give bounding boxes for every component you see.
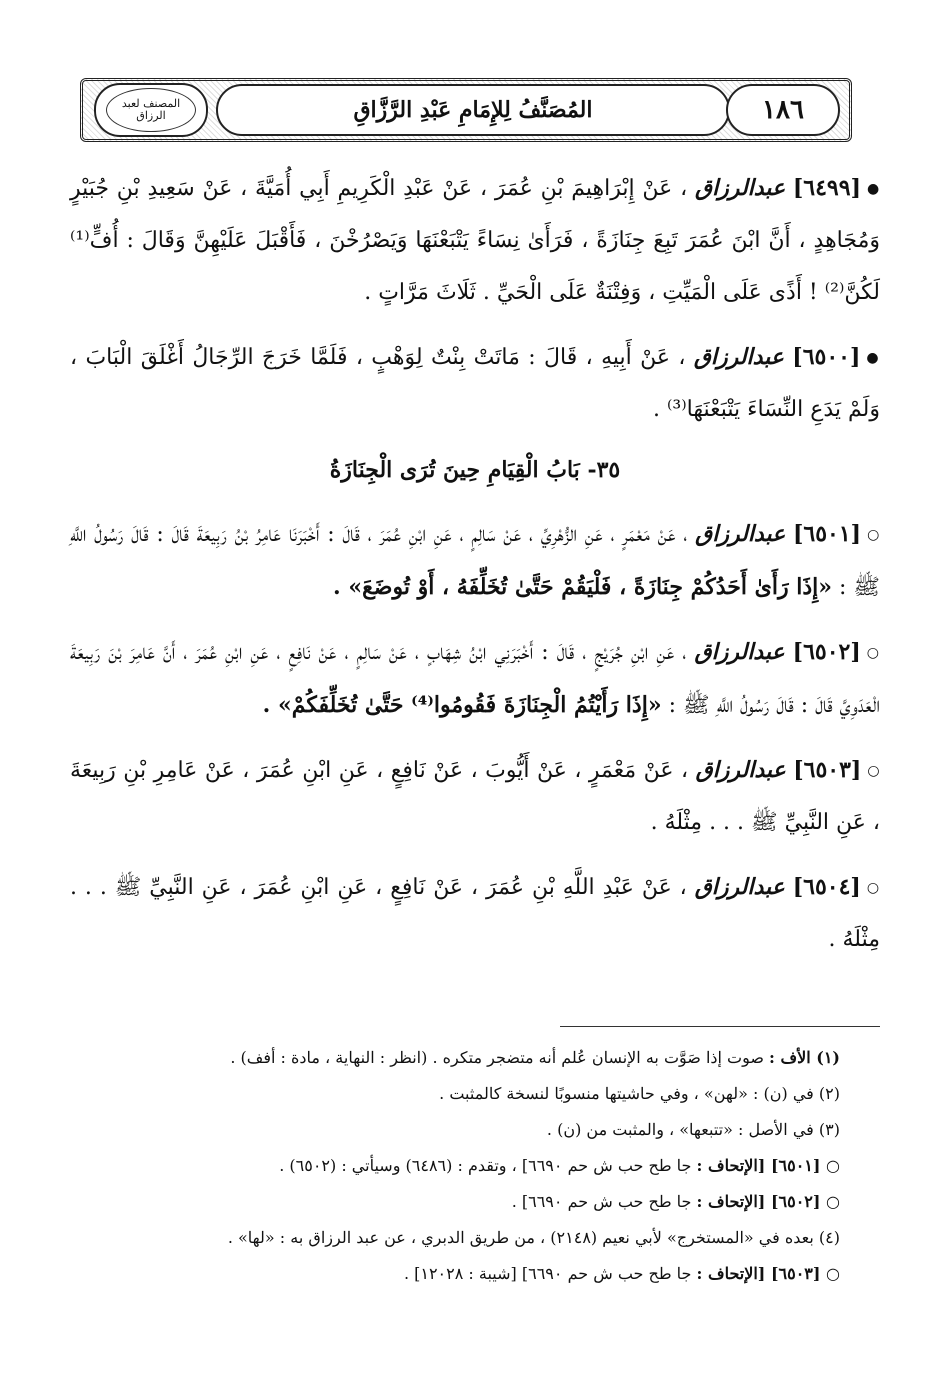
entry-text: ، عَنْ عَبْدِ اللَّهِ بْنِ عُمَرَ ، عَنْ نَافِعٍ ، عَنِ ابْنِ عُمَرَ ، عَنِ النَّبِيِّ ﷺ . . . مِثْلَهُ . <box>70 875 880 952</box>
filled-bullet-icon: ● <box>866 181 880 197</box>
filled-bullet-icon: ● <box>866 350 880 366</box>
hollow-bullet-icon: ○ <box>867 763 881 779</box>
footnotes <box>160 1040 840 1292</box>
entry-number: [٦٥٠٠] <box>792 344 861 370</box>
footnote-text: جا طح حب ش حم ٦٦٩٠] [شيبة : ١٢٠٢٨] . <box>403 1264 692 1283</box>
narrator-name: عبدالرزاق <box>695 175 786 201</box>
hollow-bullet-icon: ○ <box>867 527 881 543</box>
entry-text: ، عَنْ مَعْمَرٍ ، عَنْ أَيُّوبَ ، عَنْ نَافِعٍ ، عَنِ ابْنِ عُمَرَ ، عَنْ عَامِرِ بْنِ رَبِيعَةَ ، عَنِ النَّبِيِّ ﷺ . . . مِثْلَهُ . <box>70 758 880 835</box>
footnote-text: بعده في «المستخرج» لأبي نعيم (٢١٤٨) ، من طريق الدبري ، عن عبد الرزاق به : «لها» . <box>227 1228 814 1247</box>
footnote-lead: (٢) <box>818 1084 840 1103</box>
entry-number: [٦٤٩٩] <box>792 175 861 201</box>
footnote <box>160 1112 840 1148</box>
entry-number: [٦٥٠٣] <box>793 757 862 783</box>
hollow-bullet-icon: ○ <box>866 645 881 661</box>
entry-number: [٦٥٠٤] <box>792 874 861 900</box>
entry-text: ، عَنِ ابْنِ جُرَيْجٍ ، قَالَ : أَخْبَرَنِي ابْنُ شِهَابٍ ، عَنْ سَالِمٍ ، عَنْ نَافِعٍ ، عَنِ ابْنِ عُمَرَ ، أَنَّ عَامِرَ بْنَ رَبِيعَةَ الْعَدَوِيَّ قَالَ : قَالَ رَسُولُ اللَّهِ ﷺ : <box>70 640 880 718</box>
entry-number: [٦٥٠٢] <box>792 639 861 665</box>
hadith-entry <box>70 331 880 436</box>
main-text <box>70 162 880 978</box>
footnote-lead: (٣) <box>818 1120 840 1139</box>
seal-emblem <box>106 88 196 132</box>
footnote-text: جا طح حب ش حم ٦٦٩٠] ، وتقدم : (٦٤٨٦) وسيأتي : (٦٥٠٢) . <box>279 1156 692 1175</box>
hollow-bullet-icon: ○ <box>866 880 880 896</box>
footnote-text: في (ن) : «لهن» ، وفي حاشيتها منسوبًا لنسخة كالمثبت . <box>439 1084 814 1103</box>
footnote <box>160 1184 840 1220</box>
hadith-quote: «إِذَا رَأَيْتُمُ الْجِنَازَةَ فَقُومُوا⁽⁴⁾ حَتَّىٰ تُخَلِّفَكُمْ» . <box>262 692 662 718</box>
hadith-quote: «إِذَا رَأَىٰ أَحَدُكُمْ جِنَازَةً ، فَلْيَقُمْ حَتَّىٰ تُخَلِّفَهُ ، أَوْ تُوضَعَ» . <box>333 574 833 600</box>
footnote-divider <box>560 1026 880 1027</box>
narrator-name: عبدالرزاق <box>693 344 784 370</box>
seal-text: المصنف لعبد الرزاق <box>121 96 181 122</box>
hadith-entry <box>70 861 880 966</box>
entry-number: [٦٥٠١] <box>792 521 862 547</box>
footnote <box>160 1220 840 1256</box>
entry-text: ، عَنْ مَعْمَرٍ ، عَنِ الزُّهْرِيِّ ، عَنْ سَالِمٍ ، عَنِ ابْنِ عُمَرَ ، قَالَ : أَخْبَرَنَا عَامِرُ بْنُ رَبِيعَةَ قَالَ : قَالَ رَسُولُ اللَّهِ ﷺ : <box>70 522 880 600</box>
entry-text: ، عَنْ إِبْرَاهِيمَ بْنِ عُمَرَ ، عَنْ عَبْدِ الْكَرِيمِ أَبِي أُمَيَّةَ ، عَنْ سَعِيدِ بْنِ جُبَيْرٍ وَمُجَاهِدٍ ، أَنَّ ابْنَ عُمَرَ تَبِعَ جِنَازَةً ، فَرَأَىٰ نِسَاءً يَتْبَعْنَهَا وَيَصْرُخْنَ ، فَأَقْبَلَ عَلَيْهِنَّ وَقَالَ : أُفٍّ⁽¹⁾ لَكُنَّ⁽²⁾ ! أَذًى عَلَى الْمَيِّتِ ، وَفِتْنَةٌ عَلَى الْحَيِّ . ثَلَاثَ مَرَّاتٍ . <box>70 176 880 305</box>
chapter-heading: ٣٥- بَابُ الْقِيَامِ حِينَ تُرَى الْجِنَازَةُ <box>329 457 621 483</box>
narrator-name: عبدالرزاق <box>695 521 786 547</box>
narrator-name: عبدالرزاق <box>694 639 785 665</box>
footnote-lead: (١) الأف : <box>769 1048 840 1067</box>
book-seal <box>94 83 208 137</box>
running-header <box>80 78 852 142</box>
header-title-box <box>216 84 730 136</box>
hadith-entry <box>70 162 880 319</box>
hadith-entry <box>70 626 880 732</box>
footnote-lead: ○ [٦٥٠١] [الإتحاف : <box>696 1156 840 1175</box>
footnote-text: في الأصل : «تتبعها» ، والمثبت من (ن) . <box>546 1120 814 1139</box>
page-number: ١٨٦ <box>762 95 804 125</box>
footnote <box>160 1256 840 1292</box>
footnote <box>160 1148 840 1184</box>
entry-text: ، عَنْ أَبِيهِ ، قَالَ : مَاتَتْ بِنْتٌ لِوَهْبٍ ، فَلَمَّا خَرَجَ الرِّجَالُ أَغْلَقَ الْبَابَ ، وَلَمْ يَدَعِ النِّسَاءَ يَتْبَعْنَهَا⁽³⁾ . <box>70 345 880 422</box>
footnote-lead: ○ [٦٥٠٢] [الإتحاف : <box>696 1192 840 1211</box>
footnote-text: جا طح حب ش حم ٦٦٩٠] . <box>511 1192 692 1211</box>
page-number-box <box>726 84 840 136</box>
footnote-lead: (٤) <box>818 1228 840 1247</box>
narrator-name: عبدالرزاق <box>695 757 786 783</box>
footnote <box>160 1076 840 1112</box>
narrator-name: عبدالرزاق <box>694 874 785 900</box>
book-title: المُصَنَّفُ لِلإِمَامِ عَبْدِ الرَّزَّاقِ <box>353 97 593 123</box>
hadith-entry <box>70 508 880 614</box>
footnote-lead: ○ [٦٥٠٣] [الإتحاف : <box>696 1264 840 1283</box>
footnote <box>160 1040 840 1076</box>
hadith-entry <box>70 744 880 849</box>
footnote-text: صوت إذا صَوَّت به الإنسان عُلم أنه متضجر متكره . (انظر : النهاية ، مادة : أفف) . <box>230 1048 764 1067</box>
